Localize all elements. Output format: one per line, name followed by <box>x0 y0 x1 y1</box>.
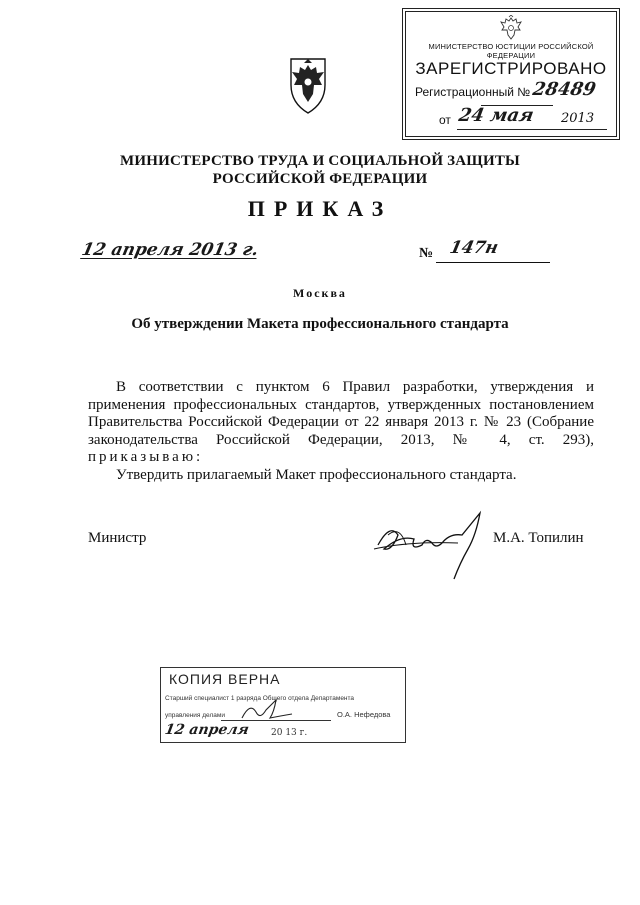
city: Москва <box>293 286 347 300</box>
eagle-emblem-icon <box>500 15 522 41</box>
minister-title: Министр <box>88 530 147 546</box>
registration-date-line <box>457 129 607 130</box>
order-subject: Об утверждении Макета профессионального стандарта <box>131 316 509 332</box>
copy-stamp-signature <box>236 696 296 724</box>
copy-stamp-year: 20 13 г. <box>271 728 308 738</box>
order-number: 147н <box>447 238 501 258</box>
order-date: 12 апреля 2013 г. <box>79 240 261 260</box>
copy-stamp-department: управления делами <box>165 712 225 719</box>
registration-number-line <box>481 105 553 106</box>
registration-number: 28489 <box>531 79 598 100</box>
document-type: ПРИКАЗ <box>247 196 393 221</box>
minister-name: М.А. Топилин <box>493 530 584 546</box>
order-number-label: № <box>419 246 434 261</box>
coat-of-arms-icon <box>283 55 333 117</box>
registration-number-label: Регистрационный № <box>415 85 531 99</box>
ministry-name <box>100 152 540 188</box>
body-paragraph-2: Утвердить прилагаемый Макет профессионального стандарта. <box>116 466 517 483</box>
ministry-line-2: РОССИЙСКОЙ ФЕДЕРАЦИИ <box>212 171 428 187</box>
registration-date-label: от <box>439 113 451 127</box>
copy-stamp-position: Старший специалист 1 разряда Общего отдела Департамента <box>165 695 355 702</box>
copy-stamp-title: КОПИЯ ВЕРНА <box>169 671 281 687</box>
copy-stamp-name: О.А. Нефедова <box>337 710 391 719</box>
registration-title: ЗАРЕГИСТРИРОВАНО <box>415 59 607 78</box>
copy-certified-stamp <box>160 667 406 743</box>
registration-stamp <box>402 8 620 140</box>
body-paragraph-1 <box>88 379 594 467</box>
registration-year: 2013 <box>561 111 595 126</box>
order-number-line <box>436 262 550 263</box>
registration-date: 24 мая <box>457 105 536 126</box>
order-body <box>88 379 594 484</box>
ministry-line-1: МИНИСТЕРСТВО ТРУДА И СОЦИАЛЬНОЙ ЗАЩИТЫ <box>120 153 520 169</box>
body-command: приказываю: <box>88 449 204 465</box>
handwritten-signature <box>370 505 490 585</box>
body-paragraph-1-text: В соответствии с пунктом 6 Правил разработки, утверждения и применения профессиональных стандартов, утвержденных постановлением Правительства Российской Федерации от 22 января 2013 г. № 23 (Собрание законодательства Российской Федерации, 2013, № 4, ст. 293), <box>88 379 594 448</box>
copy-stamp-date: 12 апреля <box>163 722 251 738</box>
registration-ministry: МИНИСТЕРСТВО ЮСТИЦИИ РОССИЙСКОЙ ФЕДЕРАЦИИ <box>428 42 594 60</box>
